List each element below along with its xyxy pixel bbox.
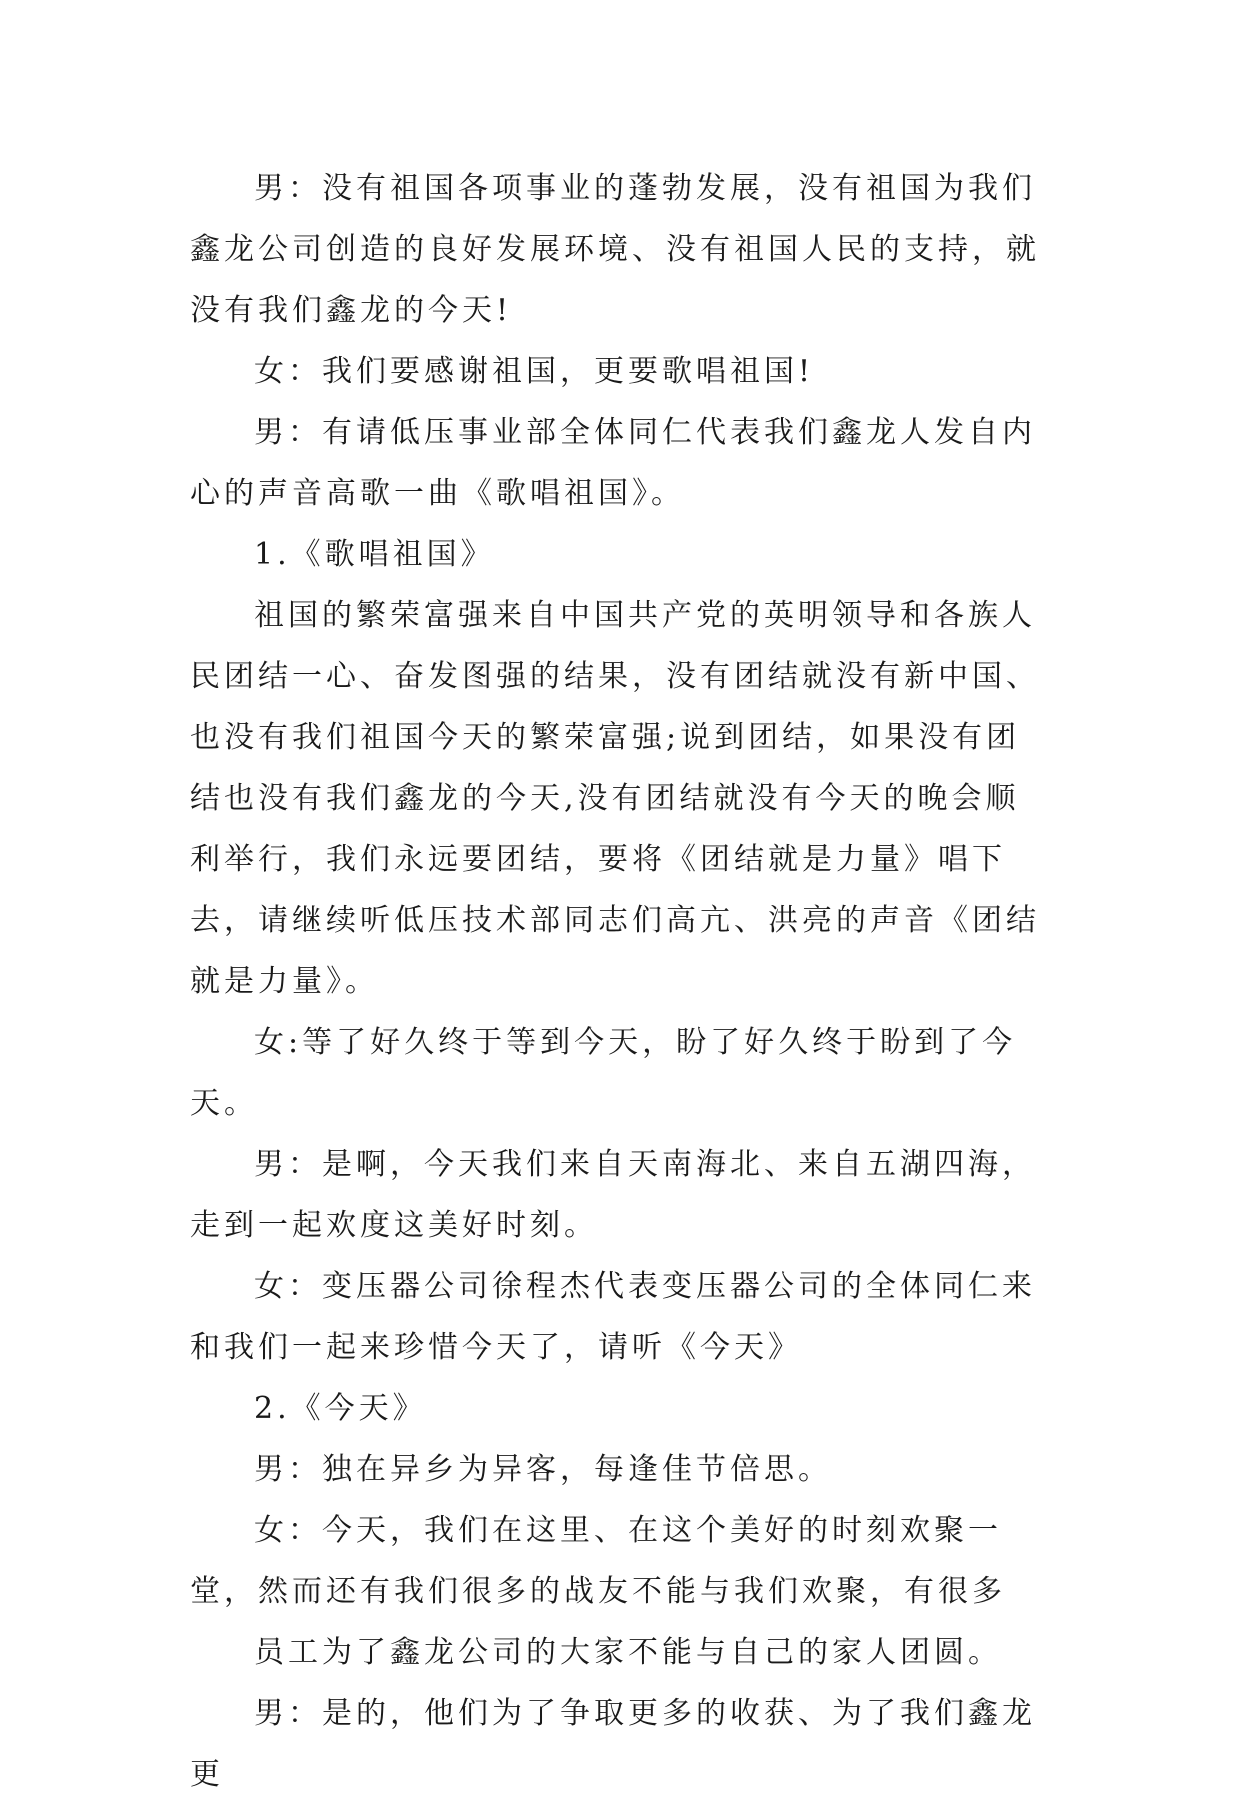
document-body [190, 158, 1050, 1805]
section-heading-2: 2.《今天》 [254, 1391, 427, 1426]
paragraph-1: 男：没有祖国各项事业的蓬勃发展，没有祖国为我们鑫龙公司创造的良好发展环境、没有祖国人民的支持，就没有我们鑫龙的今天! [190, 171, 1040, 328]
section-heading-1: 1.《歌唱祖国》 [254, 537, 495, 572]
paragraph-2: 女：我们要感谢祖国，更要歌唱祖国! [254, 354, 815, 389]
paragraph-9: 女：今天，我们在这里、在这个美好的时刻欢聚一堂，然而还有我们很多的战友不能与我们欢聚，有很多 [190, 1513, 1006, 1609]
paragraph-11: 男：是的，他们为了争取更多的收获、为了我们鑫龙更 [190, 1696, 1036, 1792]
paragraph-3: 男：有请低压事业部全体同仁代表我们鑫龙人发自内心的声音高歌一曲《歌唱祖国》。 [190, 415, 1036, 511]
paragraph-10: 员工为了鑫龙公司的大家不能与自己的家人团圆。 [254, 1635, 1002, 1670]
paragraph-5: 女:等了好久终于等到今天，盼了好久终于盼到了今天。 [190, 1025, 1017, 1121]
paragraph-7: 女：变压器公司徐程杰代表变压器公司的全体同仁来和我们一起来珍惜今天了，请听《今天》 [190, 1269, 1036, 1365]
paragraph-8: 男：独在异乡为异客，每逢佳节倍思。 [254, 1452, 832, 1487]
paragraph-4: 祖国的繁荣富强来自中国共产党的英明领导和各族人民团结一心、奋发图强的结果，没有团结就没有新中国、也没有我们祖国今天的繁荣富强;说到团结，如果没有团结也没有我们鑫龙的今天,没有团结就没有今天的晚会顺利举行，我们永远要团结，要将《团结就是力量》唱下去，请继续听低压技术部同志们高亢、洪亮的声音《团结就是力量》。 [190, 598, 1040, 999]
paragraph-6: 男：是啊，今天我们来自天南海北、来自五湖四海，走到一起欢度这美好时刻。 [190, 1147, 1036, 1243]
